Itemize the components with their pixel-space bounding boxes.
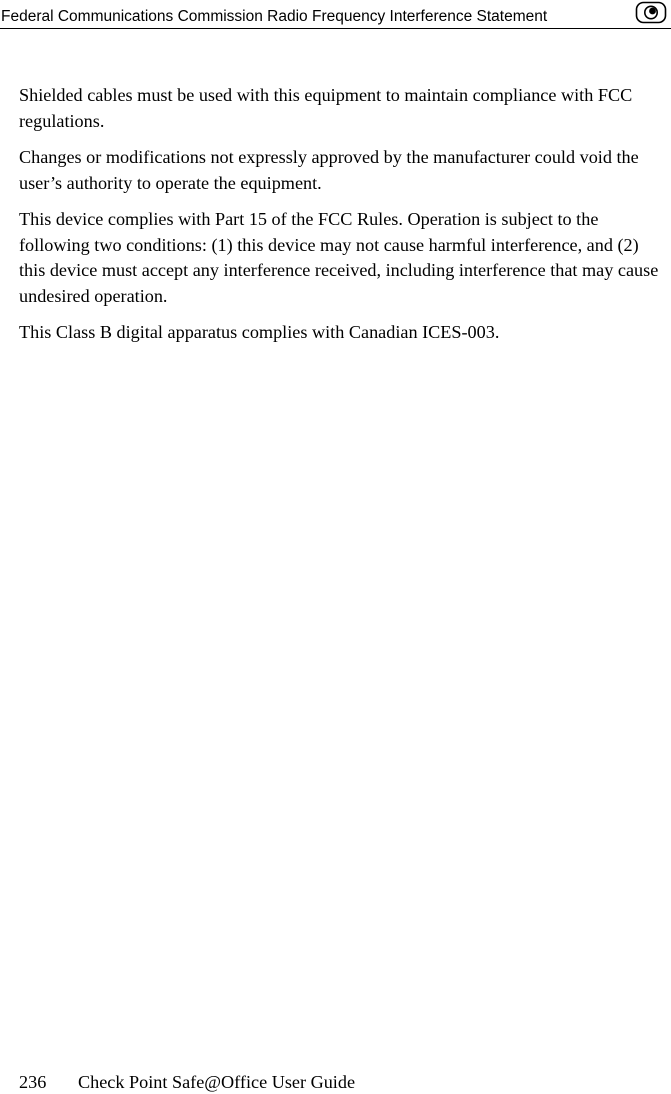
- paragraph-shielded-cables: Shielded cables must be used with this equipment to maintain compliance with FCC regulations.: [19, 85, 633, 131]
- page-number: 236: [19, 1072, 47, 1092]
- page-footer: [19, 1071, 355, 1093]
- page-header: [0, 0, 671, 30]
- eye-icon: [635, 1, 667, 25]
- paragraph-ices-003: This Class B digital apparatus complies with Canadian ICES-003.: [19, 322, 500, 342]
- page-content: [19, 83, 664, 357]
- header-title: Federal Communications Commission Radio Frequency Interference Statement: [1, 8, 548, 25]
- guide-title: Check Point Safe@Office User Guide: [78, 1072, 356, 1092]
- header-divider: [0, 28, 671, 29]
- paragraph-modifications: Changes or modifications not expressly approved by the manufacturer could void the user’s authority to operate the equipment.: [19, 147, 639, 193]
- paragraph-part-15: This device complies with Part 15 of the FCC Rules. Operation is subject to the following two conditions: (1) this device may not cause harmful interference, and (2) this device must accept any interference received, including interference that may cause undesired operation.: [19, 209, 659, 306]
